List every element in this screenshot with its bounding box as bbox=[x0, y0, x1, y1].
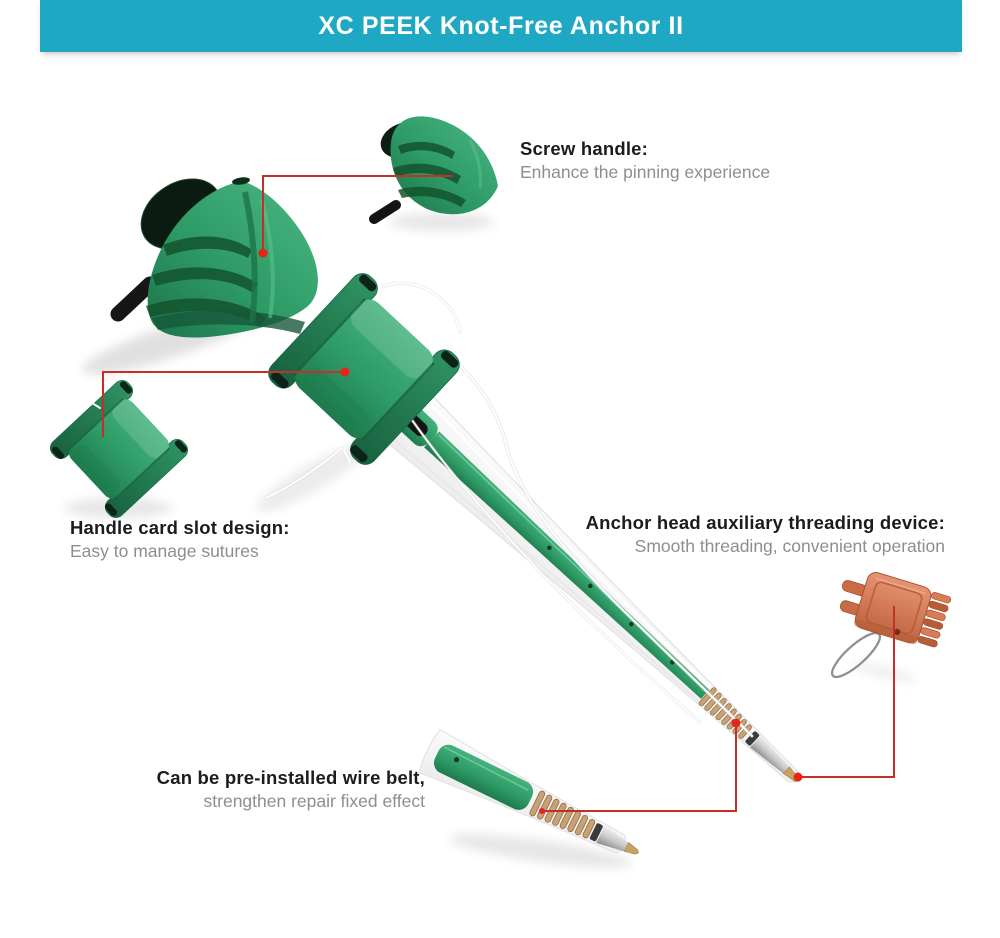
main-shaft bbox=[362, 371, 822, 806]
threading-device-illustration bbox=[827, 564, 953, 683]
callout-dot-card-slot bbox=[341, 368, 350, 377]
callout-description: Enhance the pinning experience bbox=[520, 162, 771, 182]
callout-title: Screw handle: bbox=[520, 138, 649, 159]
callout-screw-handle bbox=[520, 137, 770, 184]
page-title: XC PEEK Knot-Free Anchor II bbox=[318, 11, 684, 40]
handle-lever bbox=[118, 284, 150, 314]
screw-handle-main bbox=[118, 165, 318, 338]
callout-card-slot bbox=[70, 516, 290, 563]
shaft-rod bbox=[424, 431, 713, 702]
header-banner bbox=[40, 0, 962, 52]
callout-threading-device bbox=[586, 511, 945, 558]
callout-description: Smooth threading, convenient operation bbox=[634, 536, 945, 556]
callout-description: strengthen repair fixed effect bbox=[203, 791, 425, 811]
callout-dot-wire-belt-inset bbox=[539, 808, 545, 814]
callout-dot-threading-device bbox=[794, 773, 803, 782]
callout-description: Easy to manage sutures bbox=[70, 541, 259, 561]
callout-title: Handle card slot design: bbox=[70, 517, 290, 538]
callout-wire-belt bbox=[157, 766, 425, 813]
callout-dot-wire-belt bbox=[732, 719, 741, 728]
callout-title: Can be pre-installed wire belt, bbox=[156, 767, 425, 788]
callout-dot-screw-handle bbox=[259, 249, 268, 258]
callout-title: Anchor head auxiliary threading device: bbox=[585, 512, 945, 533]
callout-line-wire-belt bbox=[542, 723, 736, 811]
screw-handle-detail bbox=[374, 116, 498, 219]
